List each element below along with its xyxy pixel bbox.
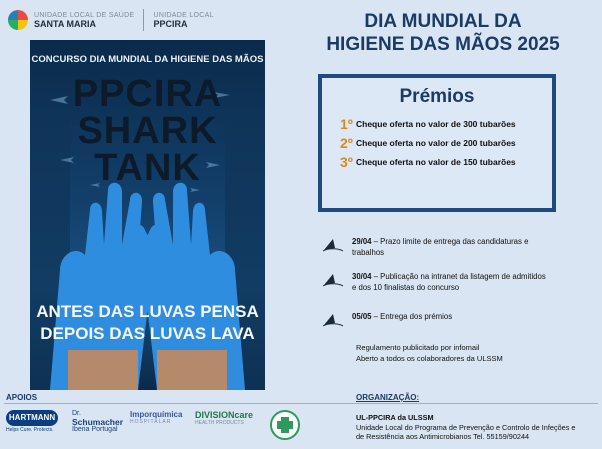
schumacher-dr: Dr.	[72, 410, 81, 417]
contest-poster	[30, 40, 265, 390]
org-line1: UNIDADE LOCAL DE SAÚDE	[34, 12, 135, 19]
prizes-box	[318, 74, 556, 212]
divisioncare-sub: HEALTH PRODUCTS	[195, 420, 244, 426]
page-title-line2: HIGIENE DAS MÃOS 2025	[326, 34, 560, 55]
header-logos	[8, 6, 218, 34]
prize-row-1	[340, 116, 542, 132]
prize-row-3	[340, 154, 542, 170]
timeline-desc: – Entrega dos prémios	[371, 312, 453, 321]
shark-fin-icon	[322, 311, 344, 327]
timeline-item	[322, 236, 552, 258]
unit-line1: UNIDADE LOCAL	[153, 12, 214, 19]
imporquimica-sub: HOSPITALAR	[130, 419, 172, 425]
page-title	[298, 10, 588, 56]
seal-cross	[277, 421, 293, 429]
timeline-text	[352, 271, 552, 293]
sponsor-schumacher	[72, 410, 123, 434]
hartmann-logo: HARTMANN	[6, 410, 58, 426]
poster-top-text: CONCURSO DIA MUNDIAL DA HIGIENE DAS MÃOS	[31, 54, 264, 65]
organizacao-label: ORGANIZAÇÃO:	[356, 393, 420, 402]
prizes-panel	[322, 78, 552, 208]
notes	[356, 342, 503, 364]
poster-slogan-line1: ANTES DAS LUVAS PENSA	[36, 302, 259, 321]
timeline-text	[352, 236, 552, 258]
org-info-desc2: de Resistência aos Antimicrobianos Tel. 55159/90244	[356, 432, 530, 442]
hartmann-tagline: Helps Cure. Protects.	[6, 427, 54, 433]
shark-fin-icon	[322, 236, 344, 252]
poster-title-line2: SHARK	[77, 110, 218, 152]
prizes-title: Prémios	[399, 86, 475, 107]
timeline-item	[322, 311, 552, 327]
note-line2: Aberto a todos os colaboradores da ULSSM	[356, 354, 503, 363]
org-info-name: UL-PPCIRA da ULSSM	[356, 413, 434, 422]
org-line2: SANTA MARIA	[34, 19, 96, 29]
page-title-line1: DIA MUNDIAL DA	[364, 11, 522, 32]
schumacher-sub: Iberia Portugal	[72, 426, 118, 433]
poster-title-line3: TANK	[94, 147, 201, 189]
org-info-desc1: Unidade Local do Programa de Prevenção e Controlo de Infeções e	[356, 422, 576, 432]
timeline-item	[322, 271, 552, 293]
prize-text: Cheque oferta no valor de 150 tubarões	[356, 157, 516, 167]
note-line1: Regulamento publicitado por infomail	[356, 343, 480, 352]
sponsor-seal-icon	[270, 410, 300, 440]
unit-line2: PPCIRA	[153, 19, 188, 29]
org-name-block	[34, 11, 134, 29]
prize-rank: 1º	[340, 116, 353, 132]
timeline-text	[352, 311, 552, 327]
timeline-date: 29/04	[352, 237, 372, 246]
prize-rank: 2º	[340, 135, 353, 151]
header-divider	[143, 9, 144, 31]
ulssm-logo-icon	[8, 10, 28, 30]
unit-name-block	[153, 11, 213, 29]
timeline-desc: – Prazo limite de entrega das candidaturas e trabalhos	[352, 237, 529, 257]
apoios-label: APOIOS	[6, 393, 38, 402]
poster-slogan-line2: DEPOIS DAS LUVAS LAVA	[40, 324, 255, 343]
prize-row-2	[340, 135, 542, 151]
sponsor-divisioncare	[195, 410, 253, 426]
sponsor-imporquimica	[130, 410, 182, 425]
shark-fin-icon	[322, 271, 344, 287]
imporquimica-name: Imporquímica	[130, 410, 183, 419]
prize-rank: 3º	[340, 154, 353, 170]
poster-title-line1: PPCIRA	[72, 73, 223, 115]
prize-text: Cheque oferta no valor de 300 tubarões	[356, 119, 516, 129]
prize-text: Cheque oferta no valor de 200 tubarões	[356, 138, 516, 148]
timeline-desc: – Publicação na intranet da listagem de admitidos e dos 10 finalistas do concurso	[352, 272, 546, 292]
timeline-date: 05/05	[352, 312, 372, 321]
schumacher-name: Schumacher	[72, 417, 124, 427]
sponsor-hartmann	[6, 410, 58, 433]
timeline-date: 30/04	[352, 272, 372, 281]
divisioncare-name: DIVISIONcare	[195, 410, 254, 420]
footer-divider	[4, 403, 598, 404]
organization-info	[356, 413, 596, 442]
